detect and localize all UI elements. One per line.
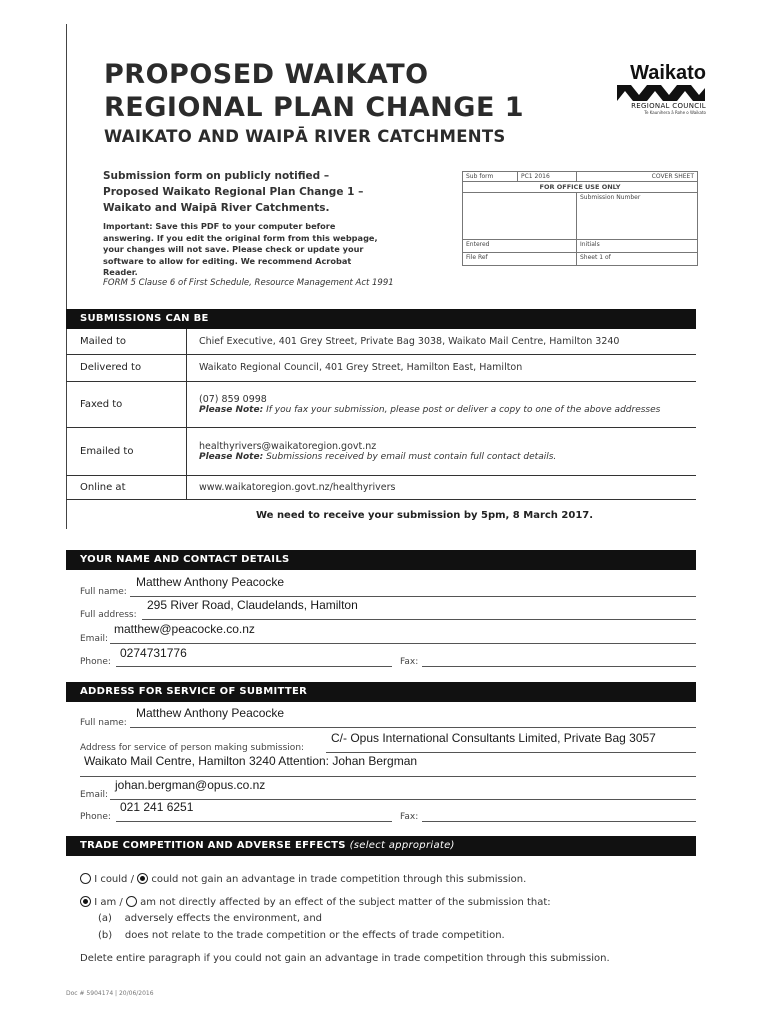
office-use-header: FOR OFFICE USE ONLY — [463, 182, 698, 193]
trade-item-b — [98, 930, 505, 941]
submission-number-cell: Submission Number — [577, 193, 698, 240]
service-heading: ADDRESS FOR SERVICE OF SUBMITTER — [66, 682, 696, 702]
emailed-cell — [187, 427, 697, 475]
doc-footer: Doc # 5904174 | 20/06/2016 — [66, 990, 154, 997]
underline — [130, 727, 696, 728]
item-b-letter: (b) — [98, 930, 113, 941]
service-address-line1[interactable]: C/- Opus International Consultants Limited, Private Bag 3057 — [331, 731, 656, 745]
trade-delete-note: Delete entire paragraph if you could not gain an advantage in trade competition through this submission. — [80, 953, 610, 964]
fax-note-label: Please Note: — [199, 404, 264, 415]
fax-number: (07) 859 0998 — [199, 393, 267, 405]
entered-cell: Entered — [463, 240, 577, 253]
could-radio[interactable] — [80, 873, 91, 884]
service-full-name-value[interactable]: Matthew Anthony Peacocke — [136, 706, 285, 720]
title-line-1: PROPOSED WAIKATO — [104, 59, 429, 90]
phone-label: Phone: — [80, 657, 111, 667]
am-not-label: am not directly affected by an effect of the subject matter of the submission that: — [140, 897, 551, 908]
fax-note — [199, 405, 696, 415]
contact-heading: YOUR NAME AND CONTACT DETAILS — [66, 550, 696, 570]
email-label: Email: — [80, 790, 109, 800]
trade-heading-note: (select appropriate) — [349, 840, 455, 851]
blank-cell — [463, 193, 577, 240]
underline — [110, 643, 696, 644]
fax-label: Fax: — [400, 657, 419, 667]
underline — [422, 821, 696, 822]
office-use-box — [462, 171, 698, 266]
could-label: I could / — [94, 874, 134, 885]
contact-full-address-value[interactable]: 295 River Road, Claudelands, Hamilton — [147, 598, 358, 612]
submissions-heading: SUBMISSIONS CAN BE — [66, 309, 696, 329]
trade-could-row — [80, 873, 526, 885]
form5-reference: FORM 5 Clause 6 of First Schedule, Resource Management Act 1991 — [103, 278, 394, 288]
full-address-label: Full address: — [80, 610, 137, 620]
initials-cell: Initials — [577, 240, 698, 253]
am-radio[interactable] — [80, 896, 91, 907]
logo-tagline: Te Kaunihera ā Rohe o Waikato — [644, 110, 706, 115]
faxed-label: Faxed to — [66, 381, 187, 427]
title-line-2: REGIONAL PLAN CHANGE 1 — [104, 92, 525, 123]
underline — [130, 596, 696, 597]
contact-full-name-value[interactable]: Matthew Anthony Peacocke — [136, 575, 285, 589]
intro-text: Submission form on publicly notified – Proposed Waikato Regional Plan Change 1 – Waikato and Waipā River Catchments. — [103, 170, 364, 214]
underline — [80, 776, 696, 777]
table-row — [66, 475, 696, 499]
item-a-text: adversely effects the environment, and — [124, 913, 322, 924]
fax-note-text: If you fax your submission, please post or deliver a copy to one of the above addresses — [266, 404, 661, 415]
service-phone-value[interactable]: 021 241 6251 — [120, 800, 194, 814]
sheet-cell: Sheet 1 of — [577, 253, 698, 266]
cover-sheet-cell: COVER SHEET — [577, 172, 698, 182]
could-not-radio[interactable] — [137, 873, 148, 884]
page-subtitle: WAIKATO AND WAIPĀ RIVER CATCHMENTS — [104, 127, 506, 146]
underline — [110, 799, 696, 800]
delivered-label: Delivered to — [66, 354, 187, 381]
emailed-label: Emailed to — [66, 427, 187, 475]
could-not-label: could not gain an advantage in trade competition through this submission. — [151, 874, 527, 885]
file-ref-cell: File Ref — [463, 253, 577, 266]
code-cell: PC1 2016 — [518, 172, 577, 182]
contact-phone-value[interactable]: 0274731776 — [120, 646, 187, 660]
email-note — [199, 452, 696, 462]
underline — [326, 752, 696, 753]
trade-heading — [66, 836, 696, 856]
faxed-cell — [187, 381, 697, 427]
waikato-logo — [614, 62, 706, 115]
mailed-value: Chief Executive, 401 Grey Street, Private Bag 3038, Waikato Mail Centre, Hamilton 3240 — [187, 329, 697, 354]
wave-logo-icon — [617, 85, 705, 101]
underline — [142, 619, 696, 620]
important-note: Important: Save this PDF to your computer before answering. If you edit the original form from this webpage, your changes will not save. Please check or update your software to allow for editing. We recommend Acrobat Reader. — [103, 221, 378, 277]
email-address: healthyrivers@waikatoregion.govt.nz — [199, 440, 377, 452]
delivered-value: Waikato Regional Council, 401 Grey Street, Hamilton East, Hamilton — [187, 354, 697, 381]
service-email-value[interactable]: johan.bergman@opus.co.nz — [115, 778, 266, 792]
am-label: I am / — [94, 897, 123, 908]
am-not-radio[interactable] — [126, 896, 137, 907]
full-name-label: Full name: — [80, 587, 127, 597]
online-value: www.waikatoregion.govt.nz/healthyrivers — [187, 475, 697, 499]
phone-label: Phone: — [80, 812, 111, 822]
trade-item-a — [98, 913, 322, 924]
page-title — [104, 58, 524, 124]
table-row — [66, 354, 696, 381]
table-row — [66, 381, 696, 427]
underline — [422, 666, 696, 667]
underline — [116, 821, 392, 822]
mailed-label: Mailed to — [66, 329, 187, 354]
logo-subtitle: REGIONAL COUNCIL — [631, 102, 706, 110]
email-note-text: Submissions received by email must contain full contact details. — [266, 451, 557, 462]
fax-label: Fax: — [400, 812, 419, 822]
logo-word: Waikato — [630, 62, 706, 84]
item-b-text: does not relate to the trade competition or the effects of trade competition. — [124, 930, 505, 941]
sub-form-cell: Sub form — [463, 172, 518, 182]
email-label: Email: — [80, 634, 109, 644]
trade-am-row — [80, 896, 551, 908]
online-label: Online at — [66, 475, 187, 499]
item-a-letter: (a) — [98, 913, 112, 924]
contact-email-value[interactable]: matthew@peacocke.co.nz — [114, 622, 255, 636]
table-row — [66, 427, 696, 475]
service-address-line2[interactable]: Waikato Mail Centre, Hamilton 3240 Attention: Johan Bergman — [84, 754, 418, 768]
deadline-text: We need to receive your submission by 5pm, 8 March 2017. — [256, 510, 594, 521]
service-address-label: Address for service of person making submission: — [80, 743, 305, 753]
email-note-label: Please Note: — [199, 451, 264, 462]
table-row — [66, 329, 696, 354]
full-name-label: Full name: — [80, 718, 127, 728]
underline — [116, 666, 392, 667]
trade-heading-text: TRADE COMPETITION AND ADVERSE EFFECTS — [80, 840, 346, 851]
submissions-table — [66, 329, 696, 500]
